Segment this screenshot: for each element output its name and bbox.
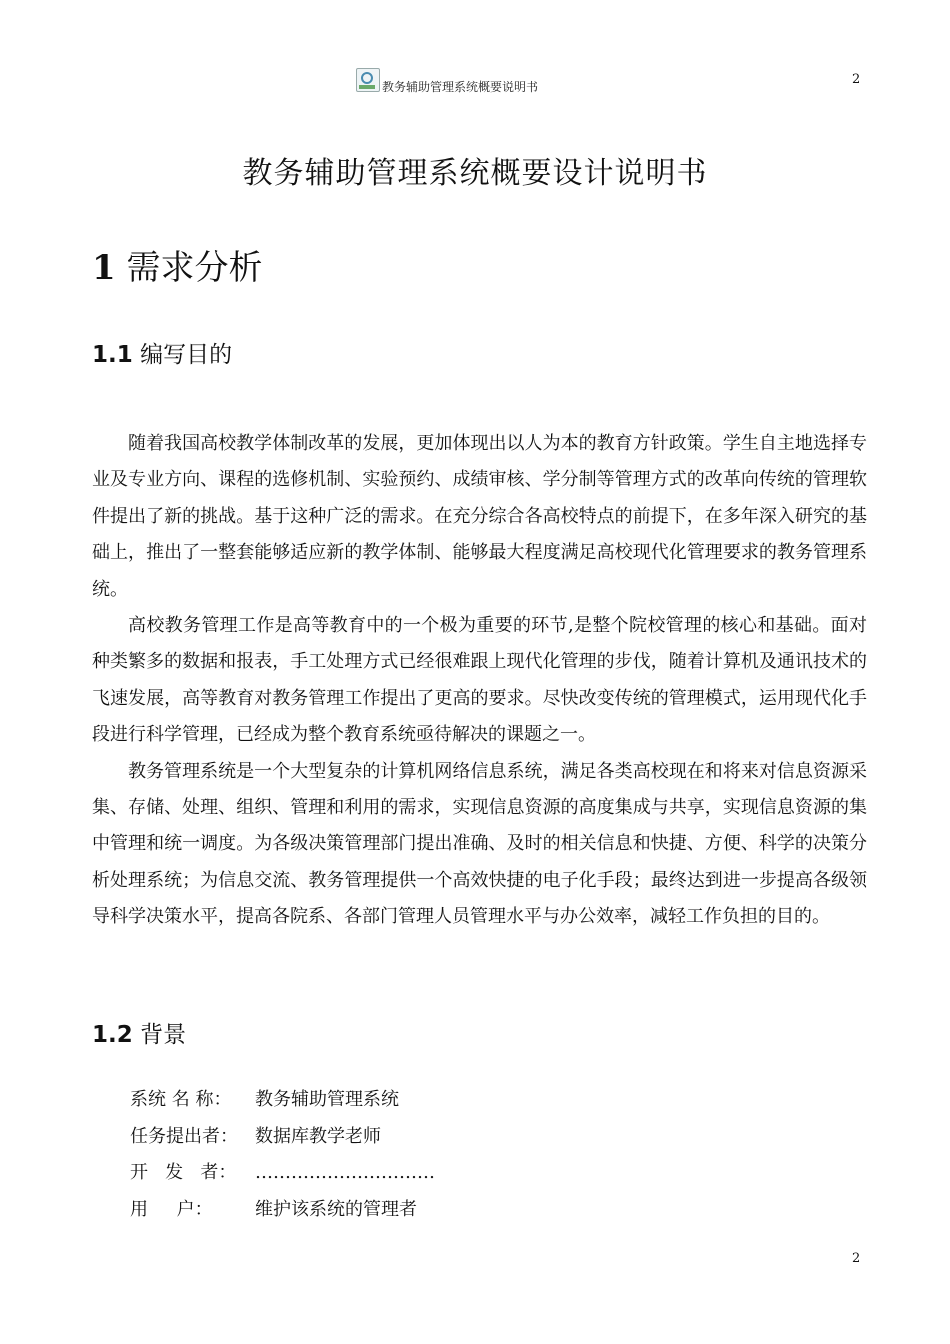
page-number-top: 2 <box>852 72 861 87</box>
info-row-system-name <box>130 1082 435 1119</box>
info-label: 开 发 者： <box>130 1162 237 1183</box>
info-value: 维护该系统的管理者 <box>255 1198 417 1220</box>
info-label: 任务提出者： <box>130 1125 238 1147</box>
info-row-user <box>130 1192 435 1229</box>
section-1-2-title: 背景 <box>140 1022 187 1048</box>
section-1-1-number: 1.1 <box>92 342 133 368</box>
info-label: 用 户： <box>130 1198 213 1220</box>
section-1-1-heading <box>92 336 232 369</box>
page-header <box>356 66 538 94</box>
paragraph: 高校教务管理工作是高等教育中的一个极为重要的环节,是整个院校管理的核心和基础。面对种类繁多的数据和报表，手工处理方式已经很难跟上现代化管理的步伐，随着计算机及通讯技术的飞速发展，高等教育对教务管理工作提出了更高的要求。尽快改变传统的管理模式，运用现代化手段进行科学管理，已经成为整个教育系统亟待解决的课题之一。 <box>92 615 867 746</box>
info-value: 教务辅助管理系统 <box>255 1089 399 1110</box>
document-title: 教务辅助管理系统概要设计说明书 <box>242 156 708 191</box>
section-1-1-title: 编写目的 <box>140 342 233 368</box>
info-value: ………………………… <box>255 1162 435 1183</box>
section-1-title: 需求分析 <box>126 248 263 288</box>
paragraph: 随着我国高校教学体制改革的发展，更加体现出以人为本的教育方针政策。学生自主地选择专业及专业方向、课程的选修机制、实验预约、成绩审核、学分制等管理方式的改革向传统的管理软件提出了新的挑战。基于这种广泛的需求。在充分综合各高校特点的前提下，在多年深入研究的基础上，推出了一整套能够适应新的教学体制、能够最大程度满足高校现代化管理要求的教务管理系统。 <box>92 433 867 600</box>
section-1-number: 1 <box>92 248 116 288</box>
info-label: 系统 名 称： <box>130 1089 232 1110</box>
info-row-task-proposer <box>130 1119 435 1156</box>
background-info-list <box>130 1082 435 1228</box>
header-doc-name: 教务辅助管理系统概要说明书 <box>382 79 539 94</box>
section-1-1-body <box>92 426 867 936</box>
section-1-2-number: 1.2 <box>92 1022 133 1048</box>
section-1-heading <box>92 240 262 289</box>
info-row-developer <box>130 1155 435 1192</box>
info-value: 数据库教学老师 <box>255 1125 381 1147</box>
page-number-bottom: 2 <box>852 1251 861 1266</box>
section-1-2-heading <box>92 1016 186 1049</box>
logo-icon <box>356 68 380 92</box>
paragraph: 教务管理系统是一个大型复杂的计算机网络信息系统，满足各类高校现在和将来对信息资源采集、存储、处理、组织、管理和利用的需求，实现信息资源的高度集成与共享，实现信息资源的集中管理和统一调度。为各级决策管理部门提出准确、及时的相关信息和快捷、方便、科学的决策分析处理系统；为信息交流、教务管理提供一个高效快捷的电子化手段；最终达到进一步提高各级领导科学决策水平，提高各院系、各部门管理人员管理水平与办公效率，减轻工作负担的目的。 <box>92 760 867 928</box>
